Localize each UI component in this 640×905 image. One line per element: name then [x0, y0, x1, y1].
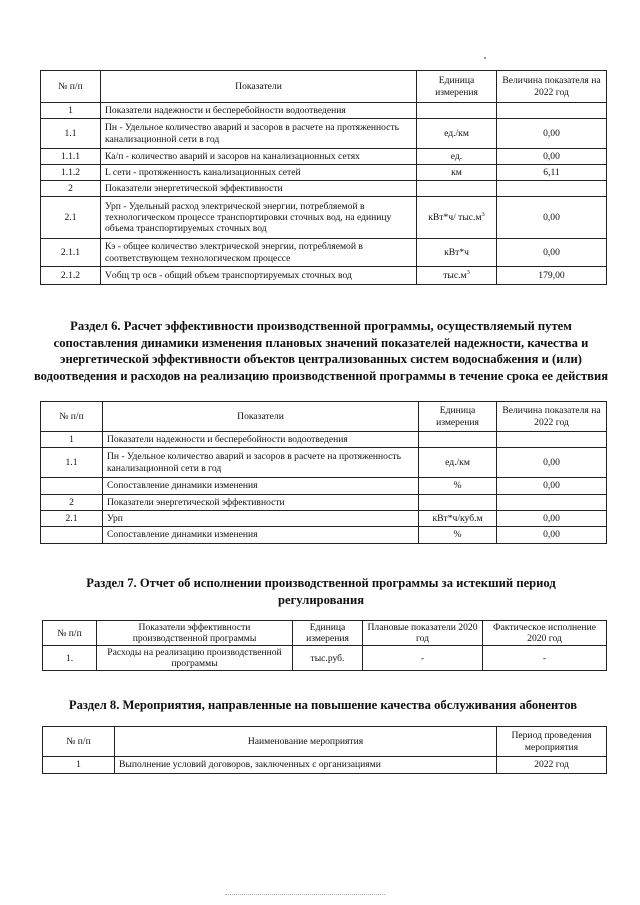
table-row: [41, 165, 607, 181]
row-name: Vобщ тр осв - общий объем транспортируемых сточных вод: [101, 267, 417, 285]
table-row: [41, 197, 607, 239]
row-unit: кВт*ч/ $тыс.м^3$: [417, 197, 497, 239]
row-value: 0,00: [497, 197, 607, 239]
section6-title: Раздел 6. Расчет эффективности производственной программы, осуществляемый путем сопоставления динамики изменения плановых значений показателей надежности, качества и энергетической эффективности объектов централизованных систем водоснабжения и (или) водоотведения и расходов на реализацию производственной программы в течение срока ее действия: [33, 319, 609, 383]
row-unit: ед./км: [419, 448, 497, 478]
header-num: № п/п: [43, 621, 97, 646]
header-num: № п/п: [43, 727, 115, 757]
table-row: [41, 103, 607, 119]
section8-title: Раздел 8. Мероприятия, направленные на повышение качества обслуживания абонентов: [68, 698, 578, 712]
section7-table: [42, 620, 607, 671]
header-unit: Единица измерения: [419, 402, 497, 432]
row-name: Расходы на реализацию производственной программы: [97, 646, 293, 671]
row-unit: км: [417, 165, 497, 181]
section8-table: [42, 726, 607, 774]
row-num: [41, 478, 103, 495]
row-plan: -: [363, 646, 483, 671]
header-value: Величина показателя на 2022 год: [497, 402, 607, 432]
table-row: [41, 149, 607, 165]
row-name: Урп: [103, 511, 419, 527]
row-name: Показатели энергетической эффективности: [101, 181, 417, 197]
table-row: [41, 478, 607, 495]
row-name: Выполнение условий договоров, заключенных с организациями: [115, 757, 497, 774]
header-indicators: Показатели эффективности производственной программы: [97, 621, 293, 646]
row-unit: %: [419, 478, 497, 495]
row-num: 1.1.2: [41, 165, 101, 181]
scan-dot: [484, 57, 486, 59]
header-name: Наименование мероприятия: [115, 727, 497, 757]
row-name: Кэ - общее количество электрической энергии, потребляемой в соответствующем технологическом процессе: [101, 239, 417, 267]
header-plan: Плановые показатели 2020 год: [363, 621, 483, 646]
indicators-table: [40, 70, 607, 285]
row-name: L сети - протяженность канализационных сетей: [101, 165, 417, 181]
row-num: 1.1: [41, 119, 101, 149]
row-num: 2.1: [41, 511, 103, 527]
row-num: 2: [41, 495, 103, 511]
table-row: [41, 119, 607, 149]
table-row: [41, 239, 607, 267]
row-num: 2: [41, 181, 101, 197]
section7-title: Раздел 7. Отчет об исполнении производственной программы за истекший период регулирования: [86, 576, 556, 607]
header-indicators: Показатели: [103, 402, 419, 432]
header-unit: Единица измерения: [293, 621, 363, 646]
row-num: 2.1: [41, 197, 101, 239]
row-unit: кВт*ч: [417, 239, 497, 267]
table-row: [41, 432, 607, 448]
table-header-row: [43, 621, 607, 646]
row-fact: -: [483, 646, 607, 671]
row-name: Сопоставление динамики изменения: [103, 527, 419, 544]
row-value: 0,00: [497, 119, 607, 149]
row-unit: кВт*ч/куб.м: [419, 511, 497, 527]
row-num: 1: [41, 103, 101, 119]
table-row: [41, 527, 607, 544]
row-unit: %: [419, 527, 497, 544]
row-name: Сопоставление динамики изменения: [103, 478, 419, 495]
row-name: Показатели надежности и бесперебойности водоотведения: [103, 432, 419, 448]
header-num: № п/п: [41, 402, 103, 432]
section6-table: [40, 401, 607, 544]
row-num: 1.: [43, 646, 97, 671]
table-row: [43, 646, 607, 671]
scan-line: [225, 894, 385, 895]
row-num: 1: [41, 432, 103, 448]
row-unit: тыс.руб.: [293, 646, 363, 671]
row-name: Урп - Удельный расход электрической энергии, потребляемой в технологическом процессе транспортировки сточных вод, на единицу объема транспортируемых сточных вод: [101, 197, 417, 239]
header-unit: Единица измерения: [417, 71, 497, 103]
row-value: 6,11: [497, 165, 607, 181]
header-period: Период проведения мероприятия: [497, 727, 607, 757]
row-unit: [419, 495, 497, 511]
row-num: [41, 527, 103, 544]
table-header-row: [41, 402, 607, 432]
row-value: [497, 495, 607, 511]
header-fact: Фактическое исполнение 2020 год: [483, 621, 607, 646]
row-name: Пн - Удельное количество аварий и засоров в расчете на протяженность канализационной сети в год: [101, 119, 417, 149]
header-num: № п/п: [41, 71, 101, 103]
table-row: [43, 757, 607, 774]
row-num: 1.1: [41, 448, 103, 478]
table-header-row: [41, 71, 607, 103]
row-num: 1.1.1: [41, 149, 101, 165]
row-value: [497, 103, 607, 119]
row-value: 0,00: [497, 239, 607, 267]
row-name: Показатели энергетической эффективности: [103, 495, 419, 511]
row-unit: ед.: [417, 149, 497, 165]
row-unit: [417, 103, 497, 119]
row-value: 0,00: [497, 149, 607, 165]
header-value: Величина показателя на 2022 год: [497, 71, 607, 103]
row-num: 2.1.2: [41, 267, 101, 285]
row-unit: $тыс.м^3$: [417, 267, 497, 285]
row-name: Ка/п - количество аварий и засоров на канализационных сетях: [101, 149, 417, 165]
table-row: [41, 495, 607, 511]
table-row: [41, 267, 607, 285]
row-unit: [417, 181, 497, 197]
table-row: [41, 448, 607, 478]
row-value: 0,00: [497, 511, 607, 527]
table-row: [41, 181, 607, 197]
row-period: 2022 год: [497, 757, 607, 774]
table-header-row: [43, 727, 607, 757]
row-unit: ед./км: [417, 119, 497, 149]
table-row: [41, 511, 607, 527]
row-name: Пн - Удельное количество аварий и засоров в расчете на протяженность канализационной сети в год: [103, 448, 419, 478]
row-name: Показатели надежности и бесперебойности водоотведения: [101, 103, 417, 119]
row-unit: [419, 432, 497, 448]
row-value: 0,00: [497, 478, 607, 495]
row-value: 0,00: [497, 527, 607, 544]
row-num: 2.1.1: [41, 239, 101, 267]
row-value: 0,00: [497, 448, 607, 478]
row-value: [497, 181, 607, 197]
row-value: [497, 432, 607, 448]
header-indicators: Показатели: [101, 71, 417, 103]
row-num: 1: [43, 757, 115, 774]
row-value: 179,00: [497, 267, 607, 285]
